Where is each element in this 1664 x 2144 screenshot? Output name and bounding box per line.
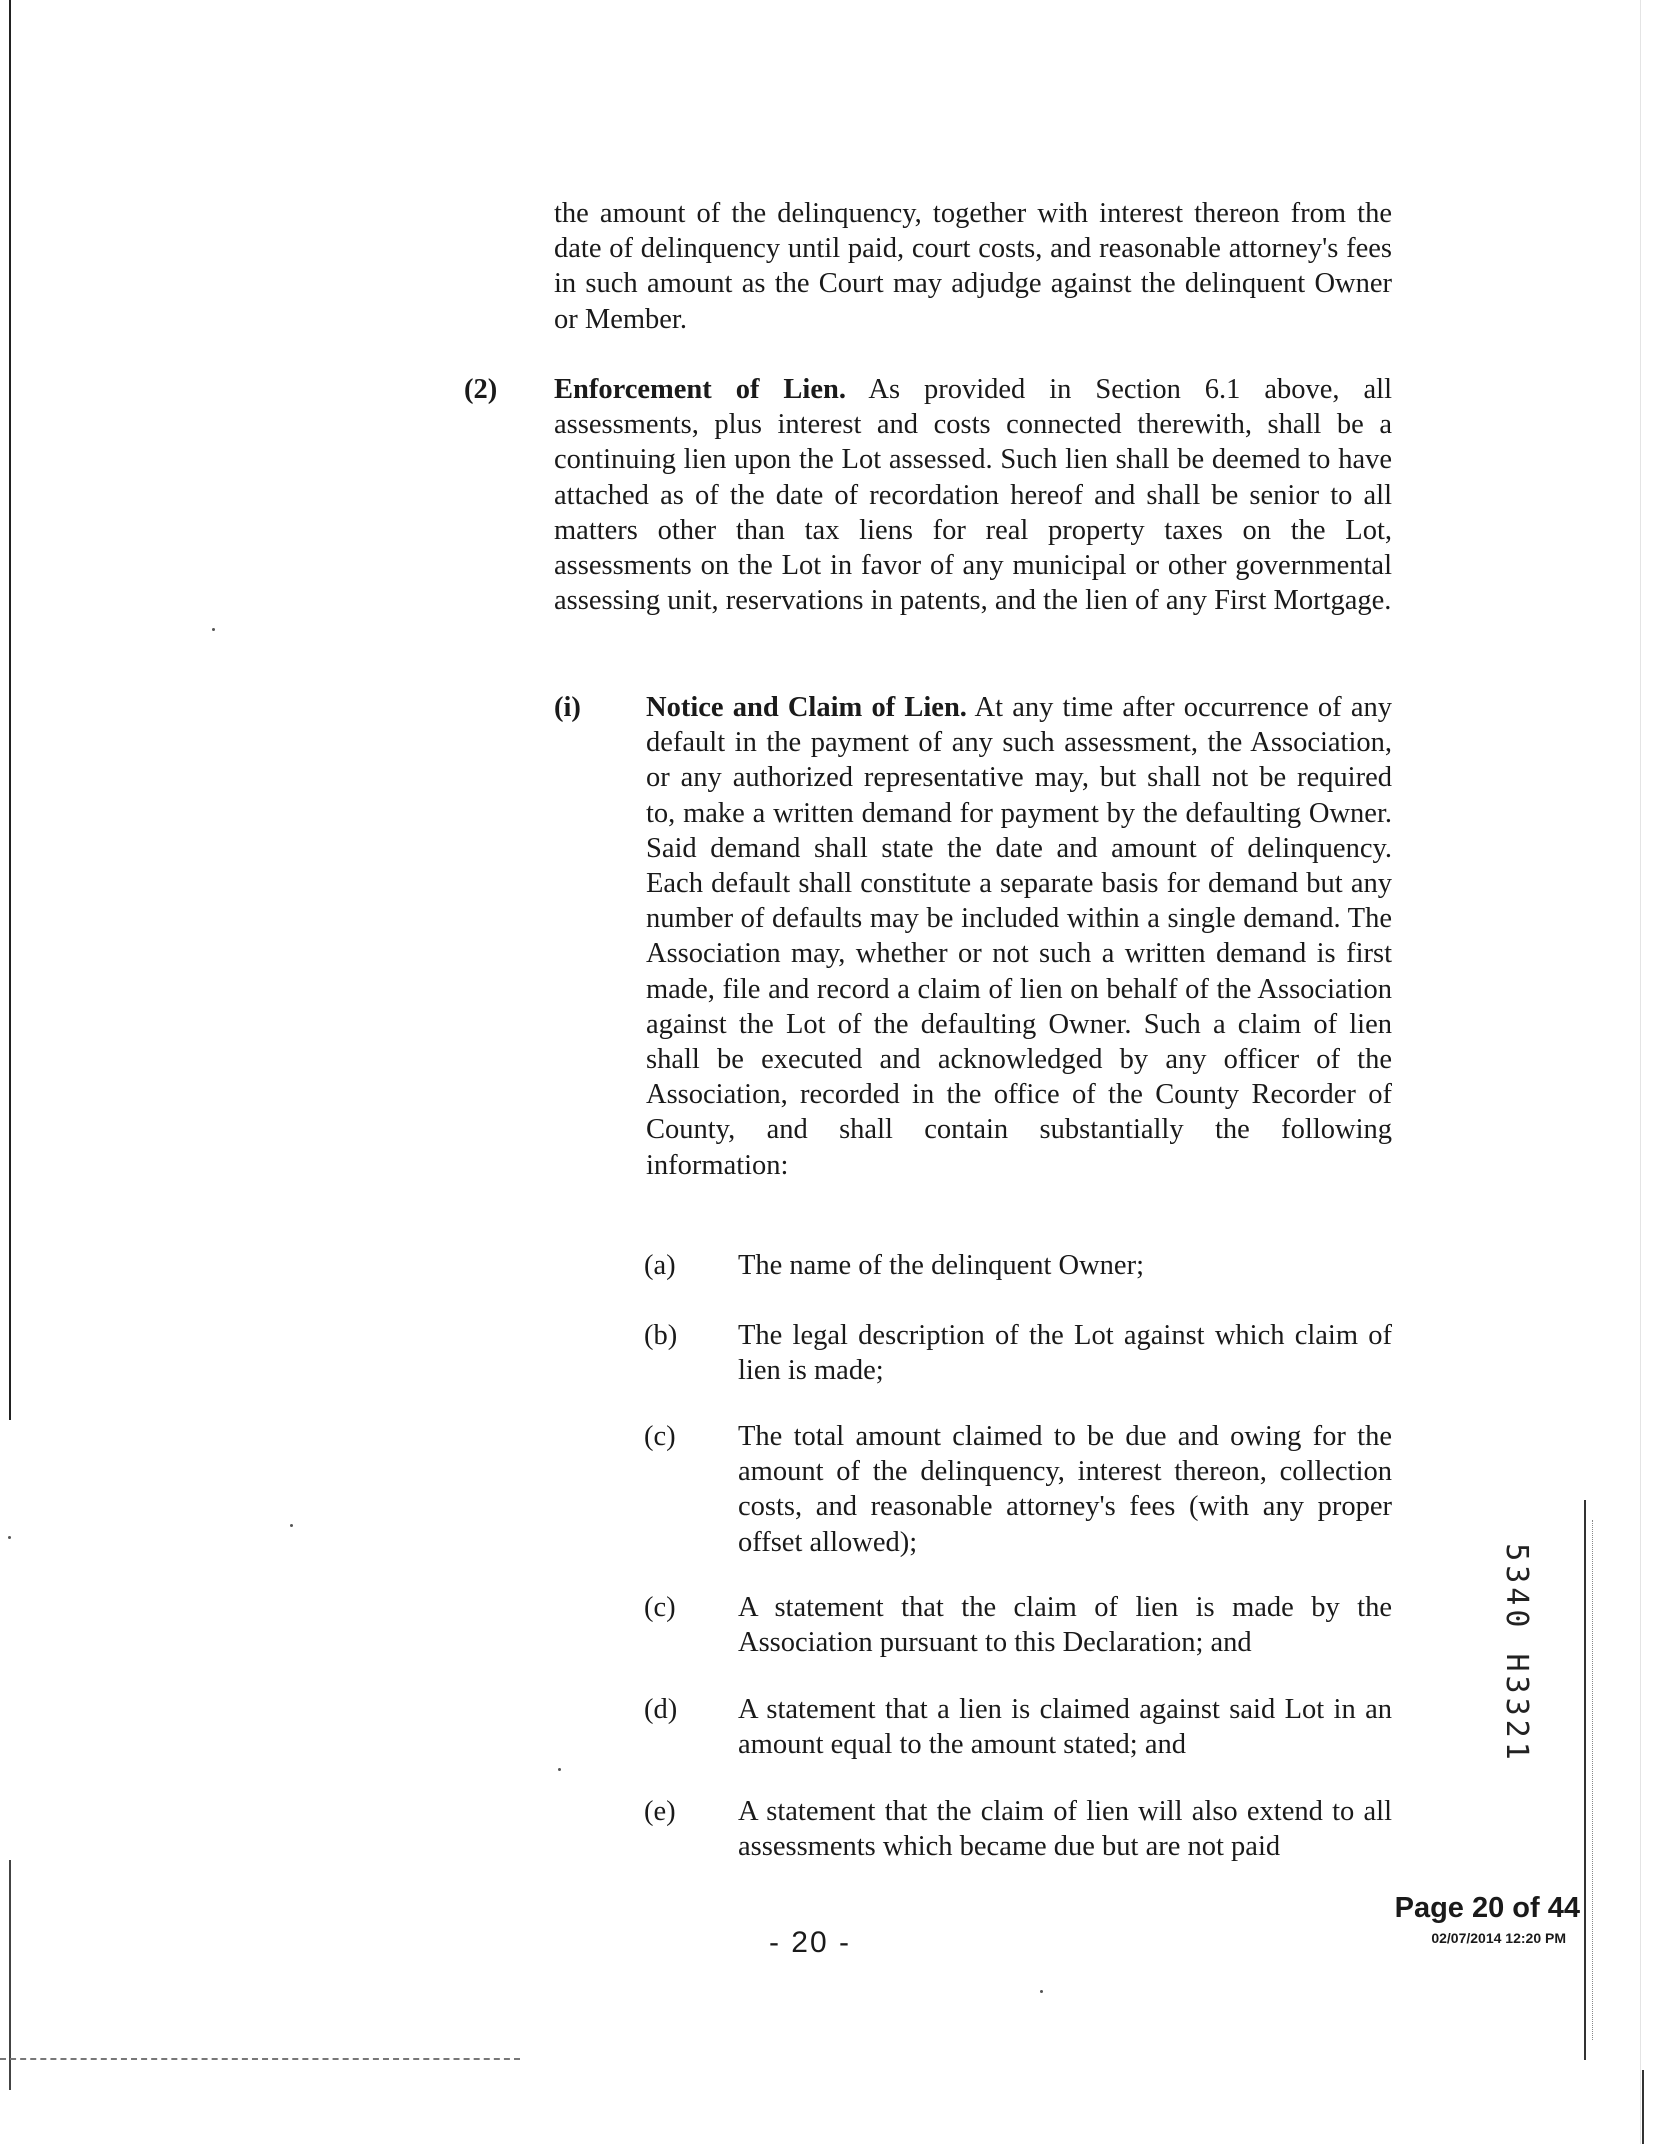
scan-speck (212, 628, 215, 631)
list-item-label: (b) (644, 1320, 678, 1351)
continuation-paragraph: the amount of the delinquency, together with interest thereon from the date of delinquency until paid, court costs, and reasonable attorney's fees in such amount as the Court may adjudge against the delinquent Owner or Member. (554, 198, 1392, 335)
subsection-i-number: (i) (554, 692, 581, 723)
list-item-label: (c) (644, 1421, 676, 1452)
section-2-paragraph (554, 372, 1392, 618)
subsection-i-paragraph (646, 690, 1392, 1183)
list-item-label: (e) (644, 1796, 676, 1827)
list-item-label: (d) (644, 1694, 678, 1725)
page-number-footer: - 20 - (768, 1926, 852, 1959)
recording-timestamp: 02/07/2014 12:20 PM (1431, 1930, 1566, 1946)
subsection-i-heading: Notice and Claim of Lien. (646, 692, 967, 723)
scan-edge-right-dotted (1592, 1520, 1593, 2040)
list-item-text: The legal description of the Lot against which claim of lien is made; (738, 1320, 1392, 1387)
list-item-text: The name of the delinquent Owner; (738, 1250, 1144, 1281)
scan-edge-left-lower (9, 1860, 11, 2090)
list-item-text: The total amount claimed to be due and owing for the amount of the delinquency, interest thereon, collection costs, and reasonable attorney's fees (with any proper offset allowed); (738, 1421, 1392, 1558)
scan-edge-right (1584, 1500, 1586, 2060)
section-2-number: (2) (464, 374, 498, 405)
margin-recording-number-text: 5340 H3321 (1498, 1542, 1534, 1764)
list-item-label: (a) (644, 1250, 676, 1281)
scan-bottom-rule (0, 2058, 520, 2060)
scan-edge-right-lower (1642, 2070, 1644, 2144)
scan-speck (290, 1524, 293, 1527)
list-item-label: (c) (644, 1592, 676, 1623)
list-item-text: A statement that the claim of lien is made by the Association pursuant to this Declaration; and (738, 1592, 1392, 1659)
subsection-i-body: At any time after occurrence of any default in the payment of any such assessment, the Association, or any authorized representative may, but shall not be required to, make a written demand for payment by the defaulting Owner. Said demand shall state the date and amount of delinquency. Each default shall constitute a separate basis for demand but any number of defaults may be included within a single demand. The Association may, whether or not such a written demand is first made, file and record a claim of lien on behalf of the Association against the Lot of the defaulting Owner. Such a claim of lien shall be executed and acknowledged by any officer of the Association, recorded in the office of the County Recorder of County, and shall contain substantially the following information: (646, 692, 1392, 1181)
scan-edge-right-faint (1640, 0, 1641, 2144)
scan-speck (8, 1536, 11, 1539)
list-item-text: A statement that a lien is claimed against said Lot in an amount equal to the amount stated; and (738, 1694, 1392, 1761)
recording-page-label: Page 20 of 44 (1394, 1892, 1580, 1924)
scan-speck (1040, 1990, 1043, 1993)
margin-recording-number (1488, 1522, 1544, 1784)
scan-edge-left (9, 0, 11, 1420)
scan-speck (558, 1768, 561, 1771)
list-item-text: A statement that the claim of lien will also extend to all assessments which became due but are not paid (738, 1796, 1392, 1863)
section-2-heading: Enforcement of Lien. (554, 374, 846, 405)
section-2-body: As provided in Section 6.1 above, all assessments, plus interest and costs connected therewith, shall be a continuing lien upon the Lot assessed. Such lien shall be deemed to have attached as of the date of recordation hereof and shall be senior to all matters other than tax liens for real property taxes on the Lot, assessments on the Lot in favor of any municipal or other governmental assessing unit, reservations in patents, and the lien of any First Mortgage. (554, 374, 1392, 617)
